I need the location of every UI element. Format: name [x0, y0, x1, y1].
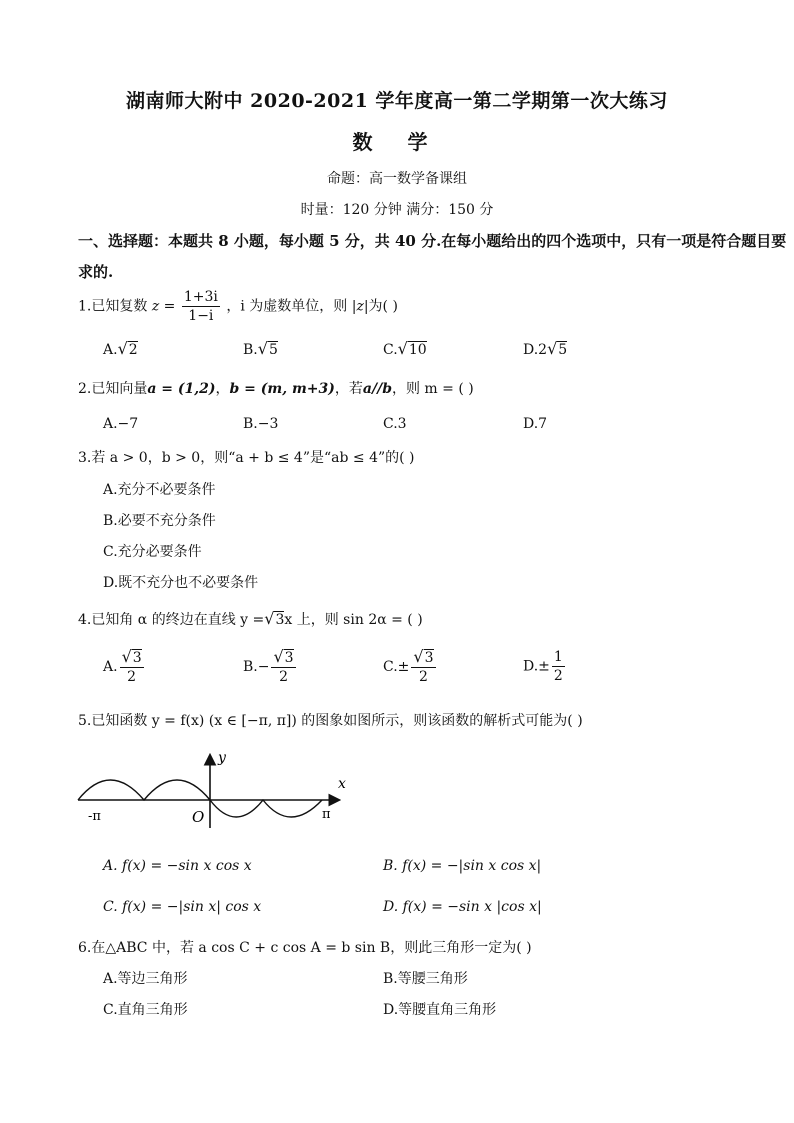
q2-vector-a: a = (1,2): [147, 381, 216, 397]
q1-option-d[interactable]: D.2√5: [523, 339, 568, 358]
q2-vector-b: b = (m, m+3): [229, 381, 335, 397]
q1-frac-den: 1−i: [188, 308, 214, 324]
origin-label: O: [192, 808, 205, 826]
q6-option-c[interactable]: C.直角三角形: [103, 1002, 188, 1018]
q6-option-a[interactable]: A.等边三角形: [103, 971, 188, 987]
section-heading-line1: 一、选择题：本题共 8 小题，每小题 5 分，共 40 分.在每小题给出的四个选项中，只有一项是符合题目要: [78, 232, 787, 250]
question-4: 4.已知角 α 的终边在直线 y =√3x 上，则 sin 2α = ( ): [78, 609, 423, 628]
q5-option-b[interactable]: B. f(x) = −|sin x cos x|: [383, 858, 542, 874]
curve-left: [78, 780, 210, 800]
q3-option-d[interactable]: D.既不充分也不必要条件: [103, 575, 259, 591]
time-score-line: 时量：120 分钟 满分：150 分: [300, 202, 494, 218]
q4-option-a[interactable]: A. $\frac{√3}{2}$: [103, 647, 142, 685]
q1-frac-num: 1+3i: [183, 289, 218, 305]
q2-option-a[interactable]: A.−7: [103, 416, 139, 432]
q1-fraction: [182, 288, 220, 325]
q3-option-c[interactable]: C.充分必要条件: [103, 544, 202, 560]
q1-suffix: 为( ): [368, 298, 398, 315]
q1-option-a[interactable]: A.√2: [103, 339, 138, 358]
q6-option-b[interactable]: B.等腰三角形: [383, 971, 468, 987]
q5-option-a[interactable]: A. f(x) = −sin x cos x: [103, 858, 252, 874]
q4-option-b[interactable]: B.− $\frac{√3}{2}$: [243, 647, 294, 685]
q3-option-a[interactable]: A.充分不必要条件: [103, 482, 216, 498]
q4-option-c[interactable]: C.± $\frac{√3}{2}$: [383, 647, 434, 685]
pi-label: π: [322, 807, 331, 822]
question-3: 3.若 a > 0，b > 0，则“a + b ≤ 4”是“ab ≤ 4”的( ): [78, 450, 415, 466]
q5-function-graph: [70, 748, 370, 830]
x-axis-label: x: [338, 776, 346, 792]
question-5: 5.已知函数 y = f(x) (x ∈ [−π, π]) 的图象如图所示，则该函数的解析式可能为( ): [78, 713, 583, 729]
q2-option-d[interactable]: D.7: [523, 416, 548, 432]
q2-option-b[interactable]: B.−3: [243, 416, 279, 432]
q3-option-b[interactable]: B.必要不充分条件: [103, 513, 216, 529]
q5-option-c[interactable]: C. f(x) = −|sin x| cos x: [103, 899, 262, 915]
question-1: 1.已知复数 z = $\frac{1+3i}{1-i}$ ，i 为虚数单位，则 |z|为( ): [78, 289, 398, 324]
question-6: 6.在△ABC 中，若 a cos C + c cos A = b sin B，则此三角形一定为( ): [78, 940, 532, 956]
subject-title: 数 学: [352, 130, 442, 154]
y-axis-label: y: [218, 750, 226, 766]
q5-option-d[interactable]: D. f(x) = −sin x |cos x|: [383, 899, 542, 915]
q4-option-d[interactable]: D.± $\frac{1}{2}$: [523, 649, 563, 684]
question-2: 2.已知向量a = (1,2)，b = (m, m+3)，若a//b，则 m = ( ): [78, 381, 474, 397]
q1-option-b[interactable]: B.√5: [243, 339, 278, 358]
author-line: 命题：高一数学备课组: [327, 171, 467, 187]
neg-pi-label: -π: [88, 809, 101, 824]
q1-prefix: 1.已知复数: [78, 298, 148, 315]
section-heading-line2: 求的.: [78, 263, 114, 281]
page-title: 湖南师大附中 2020-2021 学年度高一第二学期第一次大练习: [126, 90, 668, 112]
q1-option-c[interactable]: C.√10: [383, 339, 427, 358]
q6-option-d[interactable]: D.等腰直角三角形: [383, 1002, 497, 1018]
q1-mid: ，i 为虚数单位，则: [226, 298, 348, 315]
q2-option-c[interactable]: C.3: [383, 416, 407, 432]
